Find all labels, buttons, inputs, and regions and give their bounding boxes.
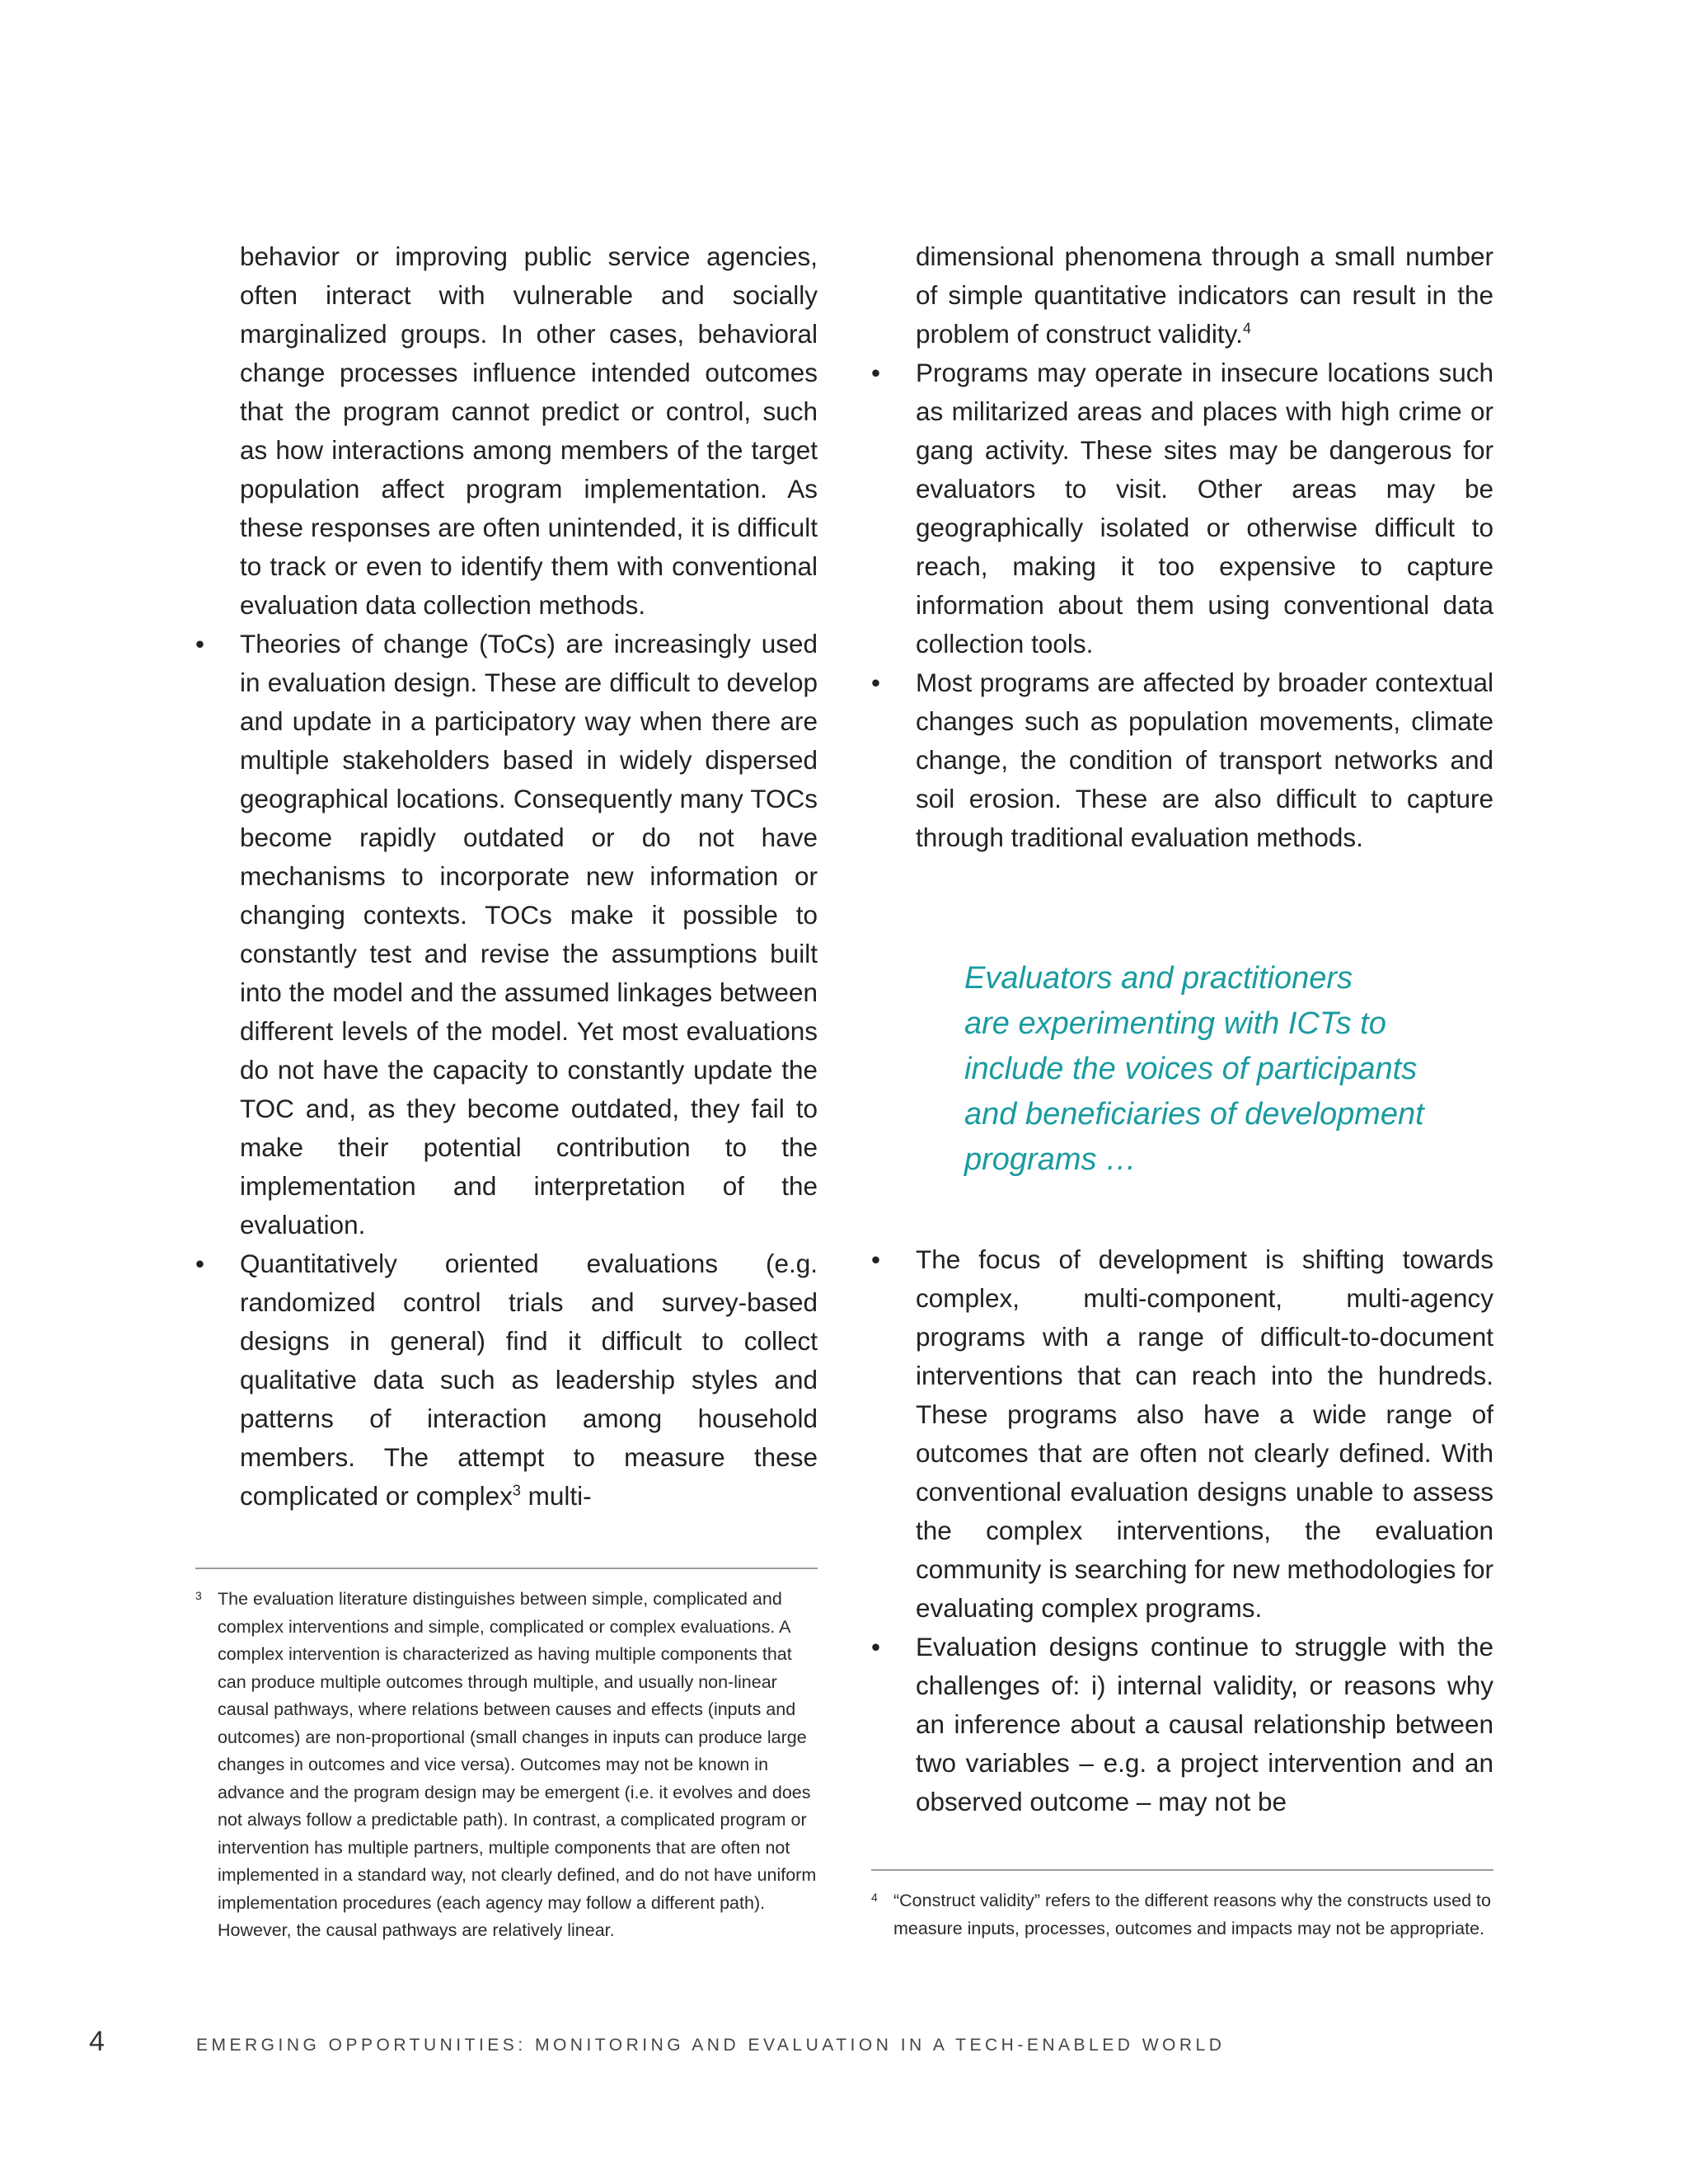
page-number: 4 (89, 2026, 105, 2057)
right-column-top (871, 237, 1493, 857)
right-continuation-paragraph (871, 237, 1493, 354)
paragraph-text: dimensional phenomena through a small number of simple quantitative indicators can result in the problem of construct validity. (916, 241, 1493, 349)
bullet-dot: • (195, 629, 205, 658)
bullet-dot: • (871, 1244, 881, 1274)
bullet-item-contextual-changes (871, 663, 1493, 857)
running-footer-title: EMERGING OPPORTUNITIES: MONITORING AND EVALUATION IN A TECH-ENABLED WORLD (196, 2036, 1226, 2055)
bullet-text-part: multi- (520, 1481, 592, 1511)
pull-quote-line: and beneficiaries of development (964, 1097, 1424, 1132)
footnote-text: “Construct validity” refers to the different reasons why the constructs used to measure inputs, processes, outcomes and impacts may not be appropriate. (893, 1891, 1491, 1938)
bullet-text: Programs may operate in insecure locations such as militarized areas and places with high crime or gang activity. These sites may be dangerous for evaluators to visit. Other areas may be geographically isolated or otherwise difficult to reach, making it too expensive to capture information about them using conventional data collection tools. (916, 358, 1493, 658)
bullet-item-tocs (195, 625, 818, 1244)
left-continuation-paragraph: behavior or improving public service agencies, often interact with vulnerable and socially marginalized groups. In other cases, behavioral change processes influence intended outcomes that the program cannot predict or control, such as how interactions among members of the target population affect program implementation. As these responses are often unintended, it is difficult to track or even to identify them with conventional evaluation data collection methods. (240, 241, 818, 620)
pull-quote-line: are experimenting with ICTs to (964, 1006, 1386, 1041)
bullet-item-quantitative (195, 1244, 818, 1516)
bullet-text: Evaluation designs continue to struggle with the challenges of: i) internal validity, or reasons why an inference about a causal relationship between two variables – e.g. a project intervention and an observed outcome – may not be (916, 1632, 1493, 1816)
bullet-text (195, 1244, 818, 1516)
bullet-text: Theories of change (ToCs) are increasingly used in evaluation design. These are difficult to develop and update in a participatory way when there are multiple stakeholders based in widely dispersed geographical locations. Consequently many TOCs become rapidly outdated or do not have mechanisms to incorporate new information or changing contexts. TOCs make it possible to constantly test and revise the assumptions built into the model and the assumed linkages between different levels of the model. Yet most evaluations do not have the capacity to constantly update the TOC and, as they become outdated, they fail to make their potential contribution to the implementation and interpretation of the evaluation. (240, 629, 818, 1240)
bullet-item-development-focus (871, 1240, 1493, 1628)
footnote-number: 4 (871, 1891, 878, 1904)
bullet-item-insecure-locations (871, 354, 1493, 663)
footnote-3 (195, 1568, 818, 1945)
pull-quote-line: programs … (964, 1142, 1137, 1177)
bullet-text-part: Quantitatively oriented evaluations (e.g. randomized control trials and survey-based designs in general) find it difficult to collect qualitative data such as leadership styles and patterns of interaction among household members. The attempt to measure these complicated or complex (240, 1249, 818, 1511)
bullet-dot: • (871, 1632, 881, 1661)
bullet-dot: • (871, 358, 881, 387)
left-column (195, 237, 818, 1516)
bullet-dot: • (195, 1249, 205, 1278)
footnote-number: 3 (195, 1589, 202, 1602)
pull-quote-line: Evaluators and practitioners (964, 961, 1353, 996)
bullet-item-evaluation-designs (871, 1628, 1493, 1821)
footnote-ref-3: 3 (512, 1482, 521, 1499)
footnote-4 (871, 1869, 1493, 1943)
pull-quote-line: include the voices of participants (964, 1052, 1418, 1086)
bullet-dot: • (871, 668, 881, 697)
footnote-text: The evaluation literature distinguishes between simple, complicated and complex interventions and simple, complicated or complex evaluations. A complex intervention is characterized as having multiple components that can produce multiple outcomes through multiple, and usually non-linear causal pathways, where relations between causes and effects (inputs and outcomes) are non-proportional (small changes in inputs can produce large changes in outcomes and vice versa). Outcomes may not be known in advance and the program design may be emergent (i.e. it evolves and does not always follow a predictable path). In contrast, a complicated program or intervention has multiple partners, multiple components that are often not implemented in a standard way, not clearly defined, and do not have uniform implementation procedures (each agency may follow a different path). However, the causal pathways are relatively linear. (218, 1589, 817, 1940)
bullet-text: The focus of development is shifting towards complex, multi-component, multi-agency programs with a range of difficult-to-document interventions that can reach into the hundreds. These programs also have a wide range of outcomes that are often not clearly defined. With conventional evaluation designs unable to assess the complex interventions, the evaluation community is searching for new methodologies for evaluating complex programs. (916, 1244, 1493, 1623)
bullet-text: Most programs are affected by broader contextual changes such as population movements, climate change, the condition of transport networks and soil erosion. These are also difficult to capture through traditional evaluation methods. (916, 668, 1493, 852)
footnote-ref-4: 4 (1242, 320, 1251, 337)
right-column-bottom (871, 1240, 1493, 1821)
footnote-body (195, 1586, 818, 1945)
pull-quote (964, 956, 1500, 1183)
footnote-body (871, 1887, 1493, 1943)
